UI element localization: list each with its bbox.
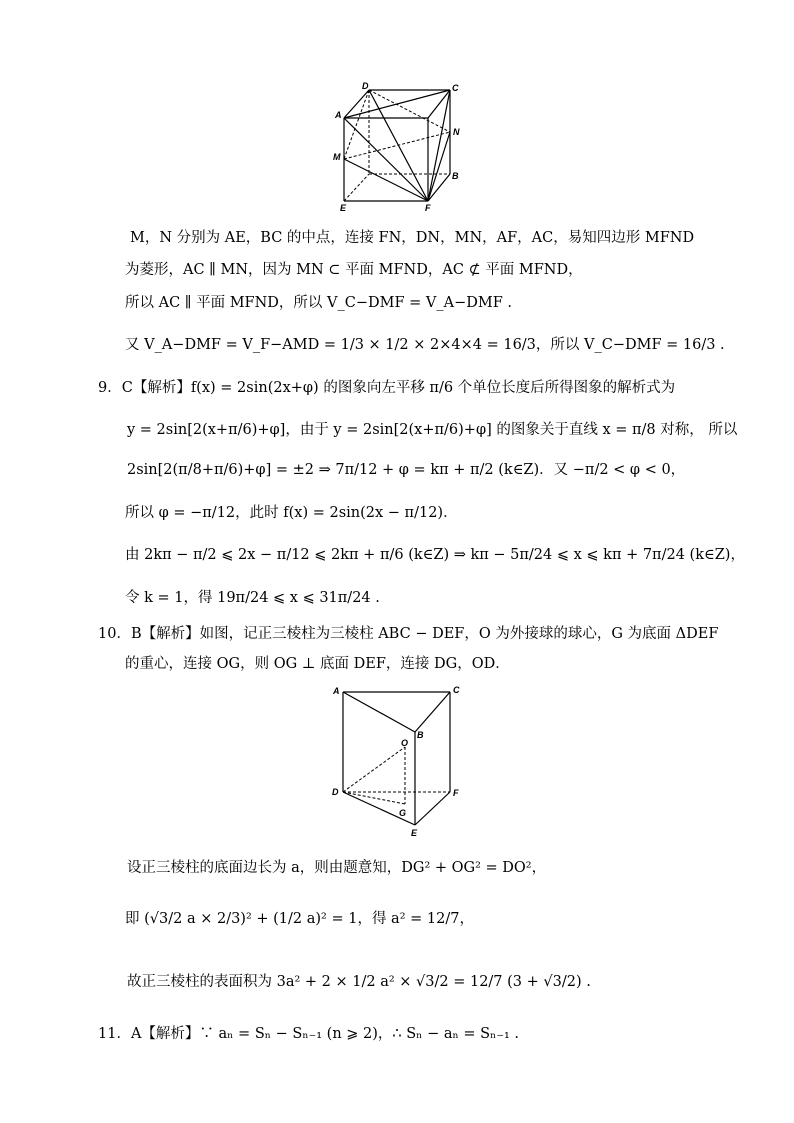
prism-label-d: D [332, 787, 339, 797]
sol9-line-4: 所以 φ = −π/12，此时 f(x) = 2sin(2x − π/12)． [125, 505, 458, 521]
cube-label-d: D [362, 81, 369, 91]
sol9-line-2: y = 2sin[2(x+π/6)+φ]，由于 y = 2sin[2(x+π/6)+φ] 的图象关于直线 x = π/8 对称， 所以 [127, 422, 738, 438]
sol10-line-2: 的重心，连接 OG，则 OG ⊥ 底面 DEF，连接 DG，OD． [125, 656, 510, 672]
sol10-line-1: 10．B【解析】如图，记正三棱柱为三棱柱 ABC − DEF，O 为外接球的球心，G 为底面 ΔDEF [98, 626, 719, 642]
cube-label-c: C [452, 83, 459, 93]
sol11-line-1: 11．A【解析】∵ aₙ = Sₙ − Sₙ₋₁ (n ⩾ 2)，∴ Sₙ − aₙ = Sₙ₋₁ . [98, 1026, 520, 1042]
sol8-line-3: 所以 AC ∥ 平面 MFND，所以 V_C−DMF = V_A−DMF . [125, 295, 512, 311]
cube-figure [330, 80, 470, 215]
prism-label-a: A [333, 686, 340, 696]
cube-label-m: M [333, 152, 341, 162]
prism-label-e: E [411, 828, 418, 838]
sol9-line-3: 2sin[2(π/8+π/6)+φ] = ±2 ⇒ 7π/12 + φ = kπ + π/2 (k∈Z)．又 −π/2 < φ < 0， [127, 462, 686, 478]
sol8-line-4: 又 V_A−DMF = V_F−AMD = 1/3 × 1/2 × 2×4×4 = 16/3，所以 V_C−DMF = 16/3 . [125, 337, 725, 353]
sol9-line-6: 令 k = 1，得 19π/24 ⩽ x ⩽ 31π/24 . [125, 590, 380, 606]
prism-label-b: B [417, 730, 424, 740]
sol10-line-5: 故正三棱柱的表面积为 3a² + 2 × 1/2 a² × √3/2 = 12/7 (3 + √3/2) . [127, 974, 591, 990]
cube-label-b: B [452, 171, 459, 181]
prism-label-c: C [453, 685, 460, 695]
sol10-line-3: 设正三棱柱的底面边长为 a，则由题意知，DG² + OG² = DO²， [127, 860, 547, 876]
sol9-line-1: 9．C【解析】f(x) = 2sin(2x+φ) 的图象向左平移 π/6 个单位长度后所得图象的解析式为 [98, 380, 676, 396]
prism-label-o: O [401, 738, 409, 748]
cube-label-n: N [453, 127, 460, 137]
prism-label-g: G [399, 808, 407, 818]
sol8-line-1: M，N 分别为 AE，BC 的中点，连接 FN，DN，MN，AF，AC，易知四边形 MFND [130, 230, 695, 246]
cube-label-a: A [335, 110, 342, 120]
cube-label-f: F [425, 203, 431, 213]
sol8-line-2: 为菱形，AC ∥ MN，因为 MN ⊂ 平面 MFND，AC ⊄ 平面 MFND， [125, 262, 583, 278]
sol10-line-4: 即 (√3/2 a × 2/3)² + (1/2 a)² = 1，得 a² = 12/7， [125, 911, 474, 927]
prism-label-f: F [453, 788, 459, 798]
prism-figure [325, 680, 475, 840]
cube-label-e: E [340, 203, 347, 213]
sol9-line-5: 由 2kπ − π/2 ⩽ 2x − π/12 ⩽ 2kπ + π/6 (k∈Z) ⇒ kπ − 5π/24 ⩽ x ⩽ kπ + 7π/24 (k∈Z)， [125, 547, 745, 563]
